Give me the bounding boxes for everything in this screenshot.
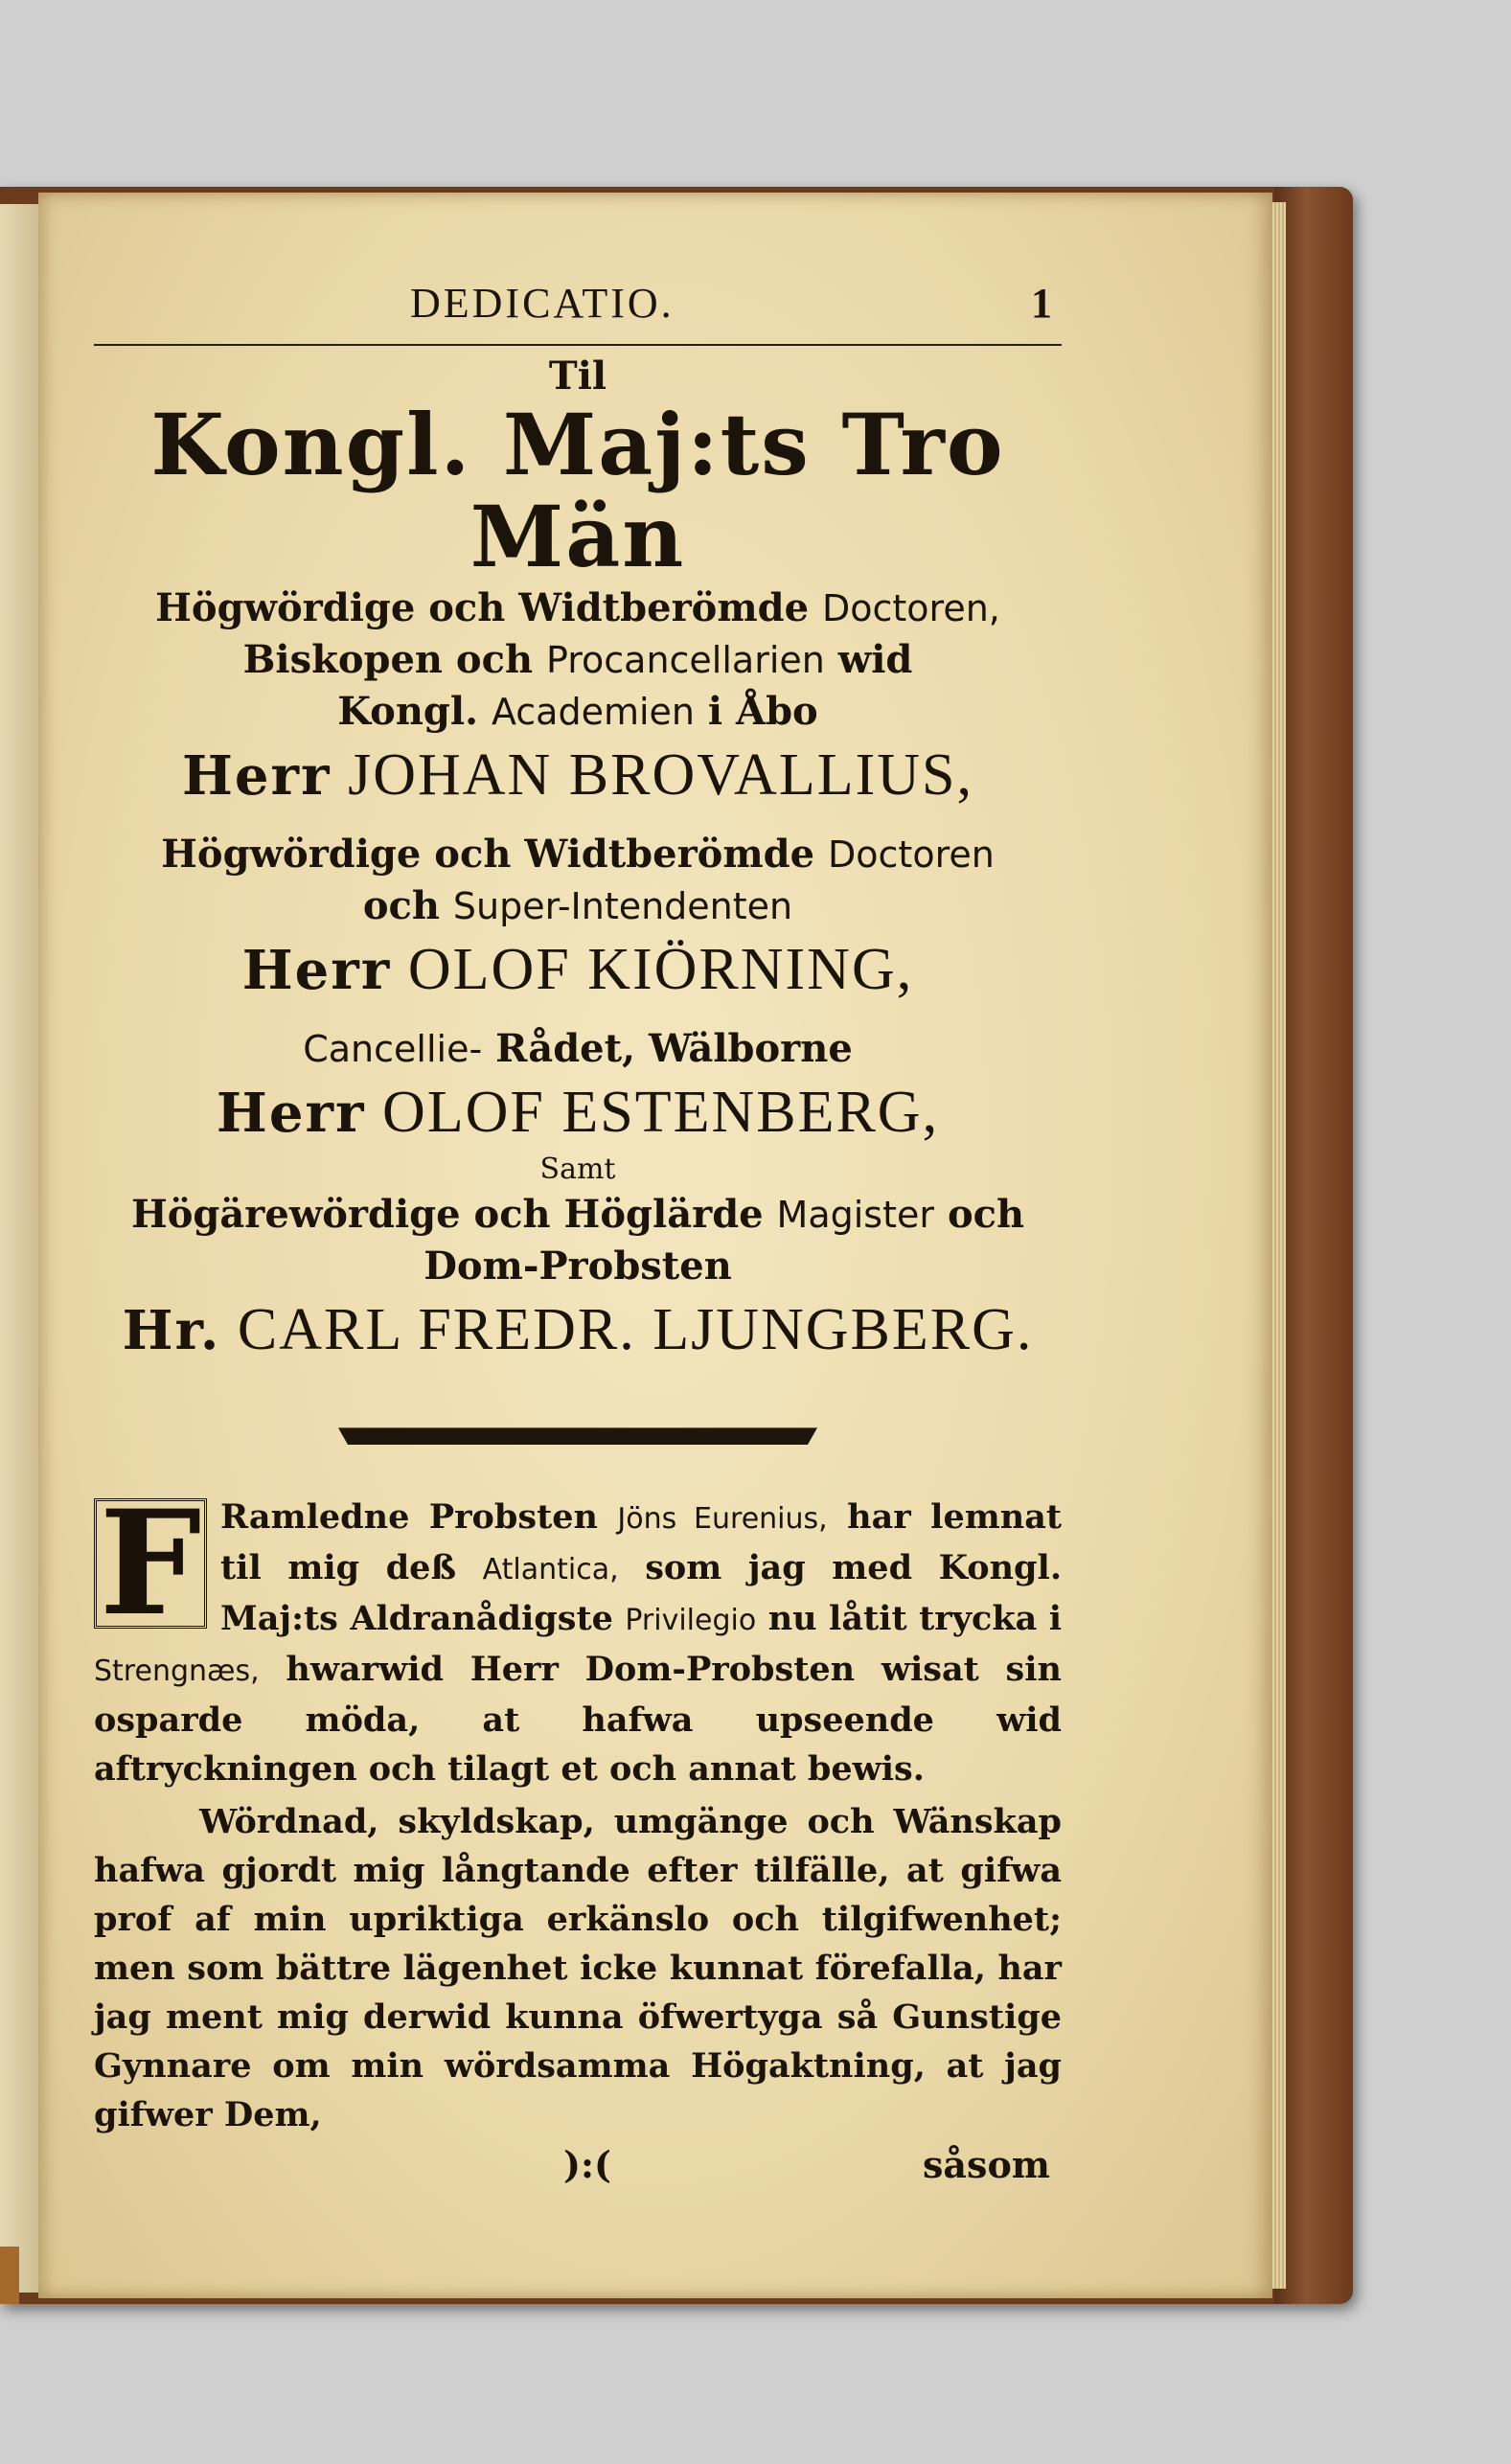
text-run-roman: Strengnæs, (94, 1654, 260, 1688)
blackletter-text: och (362, 883, 440, 928)
text-run-roman: Privilegio (625, 1604, 757, 1637)
roman-text: Doctoren (828, 833, 995, 876)
blackletter-text: Högärewördige och Höglärde (130, 1192, 764, 1237)
text-run: nu låtit trycka i (767, 1599, 1063, 1638)
blackletter-text: wid (837, 637, 913, 682)
roman-text: Doctoren, (822, 587, 1000, 629)
drop-cap: F (94, 1498, 207, 1629)
running-head-title: DEDICATIO. (410, 280, 675, 327)
person-name: CARL FREDR. LJUNGBERG. (237, 1297, 1034, 1362)
dedication-title: Kongl. Maj:ts Tro Män (150, 395, 1005, 586)
book-page (38, 193, 1272, 2298)
dedicatee-name (94, 1075, 1062, 1151)
page-edges (1272, 202, 1286, 2289)
dedication-line (94, 1023, 1062, 1075)
dedicatee-name (94, 932, 1062, 1008)
text-run: har lemnat til mig deß (220, 1497, 1063, 1587)
dedication-line (94, 829, 1062, 880)
paragraph-1 (94, 1479, 1063, 1793)
blackletter-text: Kongl. (337, 689, 478, 734)
blackletter-text: Högwördige och Widtberömde (161, 832, 815, 877)
blackletter-text: i Åbo (707, 689, 818, 734)
dedicatee-name (94, 738, 1062, 813)
dedicatee-name (94, 1292, 1062, 1368)
roman-text: Academien (491, 691, 695, 733)
honorific: Hr. (122, 1299, 221, 1362)
blackletter-text: Högwördige och Widtberömde (155, 585, 810, 630)
honorific: Herr (241, 939, 392, 1002)
dedication-line (94, 1189, 1062, 1241)
roman-text: Cancellie- (303, 1028, 483, 1070)
text-run: som jag med Kongl. Maj:ts Aldranådigste (220, 1548, 1063, 1638)
ornament-rule (338, 1424, 817, 1445)
header-rule (94, 344, 1062, 346)
text-run-roman: Atlantica, (482, 1553, 619, 1586)
running-head (94, 279, 1062, 336)
dedication-line (94, 634, 1062, 686)
catchword: såsom (923, 2143, 1050, 2186)
bookmark-ribbon (0, 2247, 19, 2304)
page-footer (94, 2143, 1062, 2195)
dedication-line (94, 880, 1062, 932)
dedication-til: Til (548, 354, 607, 399)
roman-text: Super-Intendenten (452, 885, 793, 927)
blackletter-text: Rådet, Wälborne (495, 1026, 853, 1071)
book-cover-edge (1274, 187, 1353, 2304)
blackletter-text: och (947, 1192, 1025, 1237)
person-name: OLOF KIÖRNING, (407, 937, 914, 1002)
signature-mark: ):( (563, 2143, 611, 2186)
honorific: Herr (182, 744, 332, 808)
left-page-edge (0, 204, 38, 2293)
paragraph-2: Wördnad, skyldskap, umgänge och Wänskap hafwa gjordt mig långtande efter tilfälle, at gifwa prof af min upriktiga erkänslo och tilgifwenhet; men som bättre lägenhet icke kunnat förefalla, har jag ment mig derwid kunna öfwertyga så Gunstige Gynnare om min wördsamma Högaktning, at jag gifwer Dem, (94, 1802, 1062, 2134)
person-name: JOHAN BROVALLIUS, (348, 742, 973, 808)
text-run: hwarwid Herr Dom-Probsten wisat sin osparde möda, at hafwa upseende wid aftryckningen och tilagt et och annat bewis. (94, 1650, 1063, 1789)
page-content (94, 279, 1062, 2195)
dedication-line (94, 686, 1062, 738)
book (0, 187, 1353, 2304)
samt-text: Samt (539, 1152, 616, 1186)
page-number: 1 (1031, 280, 1052, 327)
roman-text: Magister (776, 1194, 934, 1236)
blackletter-text: Biskopen och (242, 637, 534, 682)
honorific: Herr (216, 1082, 366, 1145)
text-run: Ramledne Probsten (220, 1497, 598, 1537)
dedication-line (94, 582, 1062, 634)
person-name: OLOF ESTENBERG, (381, 1080, 940, 1145)
dedication-line: Dom-Probsten (424, 1243, 732, 1289)
text-run-roman: Jöns Eurenius, (617, 1502, 828, 1536)
roman-text: Procancellarien (545, 639, 825, 681)
